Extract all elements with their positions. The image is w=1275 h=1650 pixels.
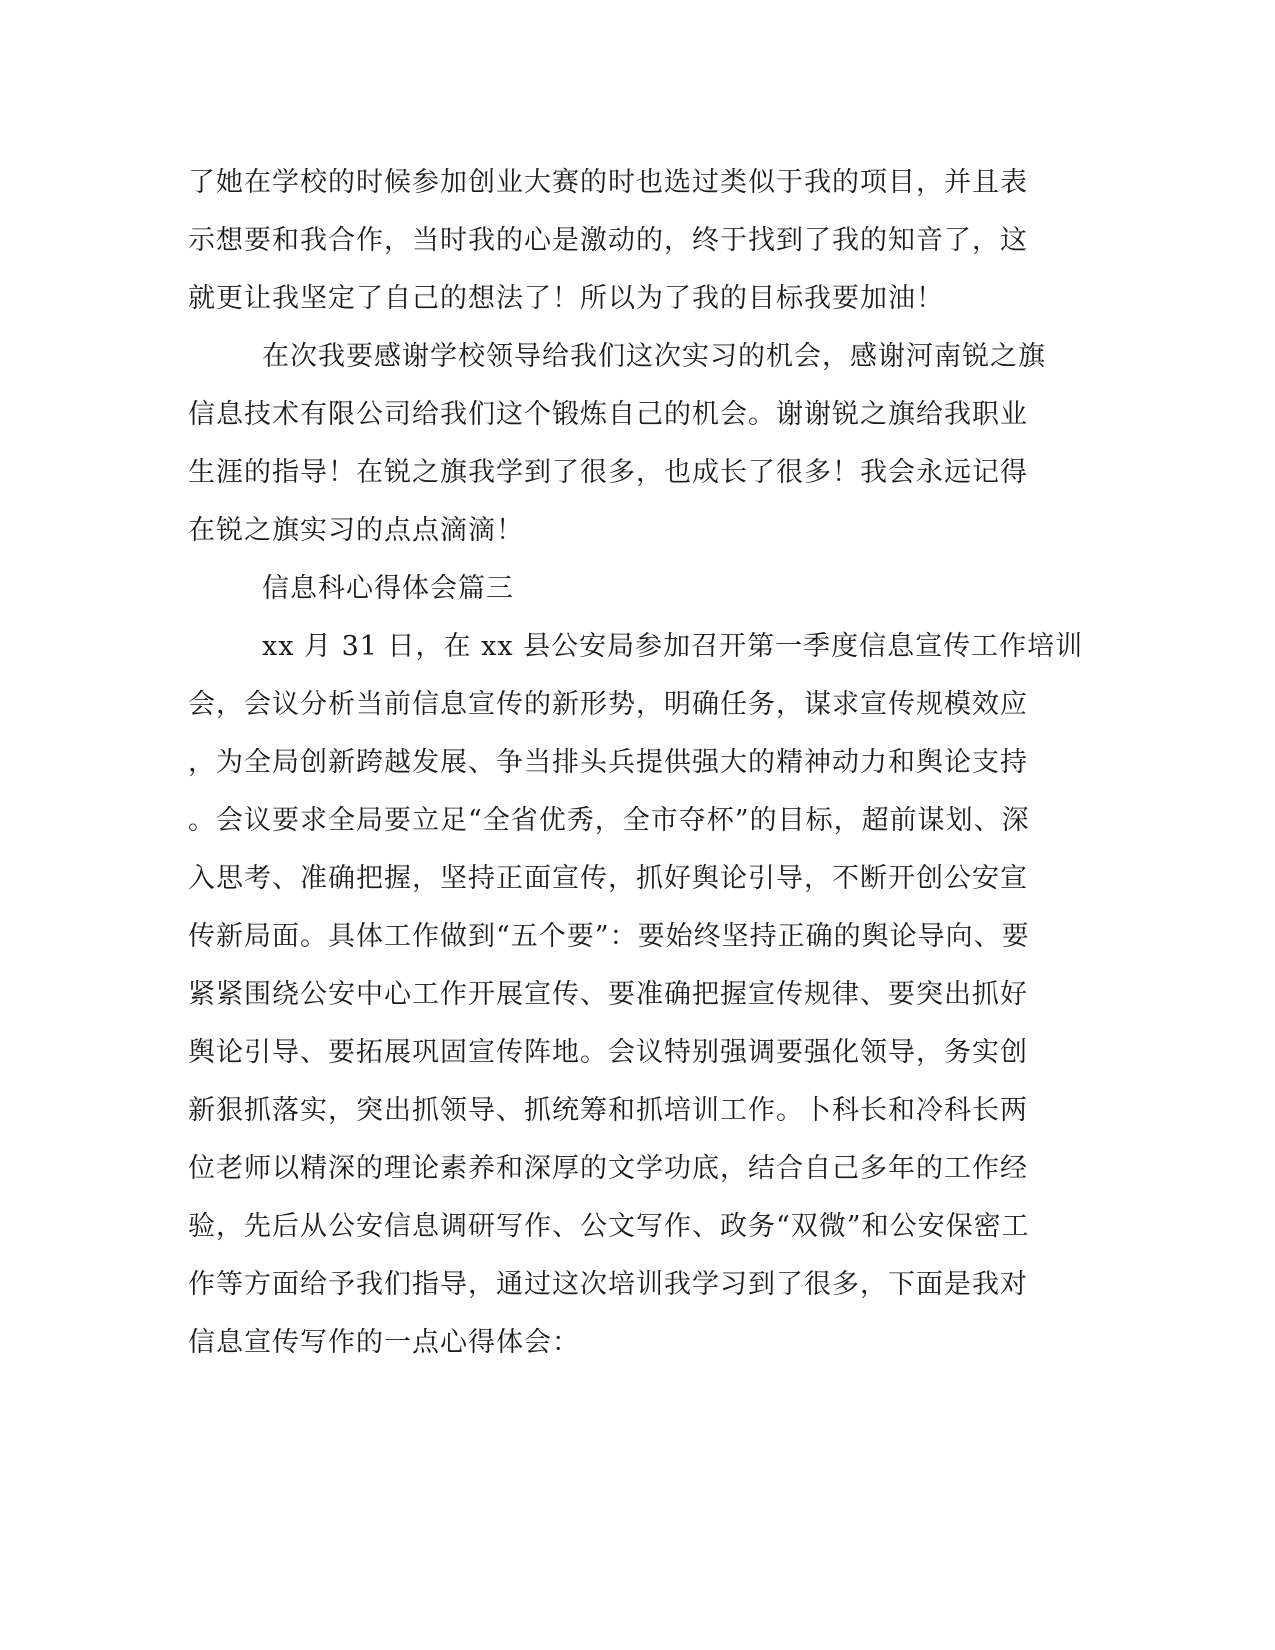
section-heading: 信息科心得体会篇三	[262, 573, 514, 604]
text-line: 作等方面给予我们指导，通过这次培训我学习到了很多，下面是我对	[188, 1269, 1028, 1300]
text-line: ，为全局创新跨越发展、争当排头兵提供强大的精神动力和舆论支持	[188, 747, 1028, 778]
text-line: 信息技术有限公司给我们这个锻炼自己的机会。谢谢锐之旗给我职业	[188, 399, 1028, 430]
text-line: 位老师以精深的理论素养和深厚的文学功底，结合自己多年的工作经	[188, 1153, 1028, 1184]
text-line: 会，会议分析当前信息宣传的新形势，明确任务，谋求宣传规模效应	[188, 689, 1028, 720]
paragraph-start-line: 在次我要感谢学校领导给我们这次实习的机会，感谢河南锐之旗	[262, 341, 1046, 372]
text-line: 入思考、准确把握，坚持正面宣传，抓好舆论引导，不断开创公安宣	[188, 863, 1028, 894]
text-line: 生涯的指导！在锐之旗我学到了很多，也成长了很多！我会永远记得	[188, 457, 1028, 488]
text-line: 紧紧围绕公安中心工作开展宣传、要准确把握宣传规律、要突出抓好	[188, 979, 1028, 1010]
text-line: 了她在学校的时候参加创业大赛的时也选过类似于我的项目，并且表	[188, 167, 1028, 198]
text-line: 传新局面。具体工作做到“五个要”：要始终坚持正确的舆论导向、要	[188, 921, 1030, 952]
text-line: 在锐之旗实习的点点滴滴！	[188, 515, 524, 546]
text-line: 就更让我坚定了自己的想法了！所以为了我的目标我要加油！	[188, 283, 944, 314]
text-line: 验，先后从公安信息调研写作、公文写作、政务“双微”和公安保密工	[188, 1211, 1030, 1242]
paragraph-start-line: xx 月 31 日，在 xx 县公安局参加召开第一季度信息宣传工作培训	[262, 631, 1084, 662]
text-line: 信息宣传写作的一点心得体会：	[188, 1327, 580, 1358]
text-line: 。会议要求全局要立足“全省优秀，全市夺杯”的目标，超前谋划、深	[188, 805, 1030, 836]
text-line: 新狠抓落实，突出抓领导、抓统筹和抓培训工作。卜科长和冷科长两	[188, 1095, 1028, 1126]
text-line: 舆论引导、要拓展巩固宣传阵地。会议特别强调要强化领导，务实创	[188, 1037, 1028, 1068]
text-line: 示想要和我合作，当时我的心是激动的，终于找到了我的知音了，这	[188, 225, 1028, 256]
